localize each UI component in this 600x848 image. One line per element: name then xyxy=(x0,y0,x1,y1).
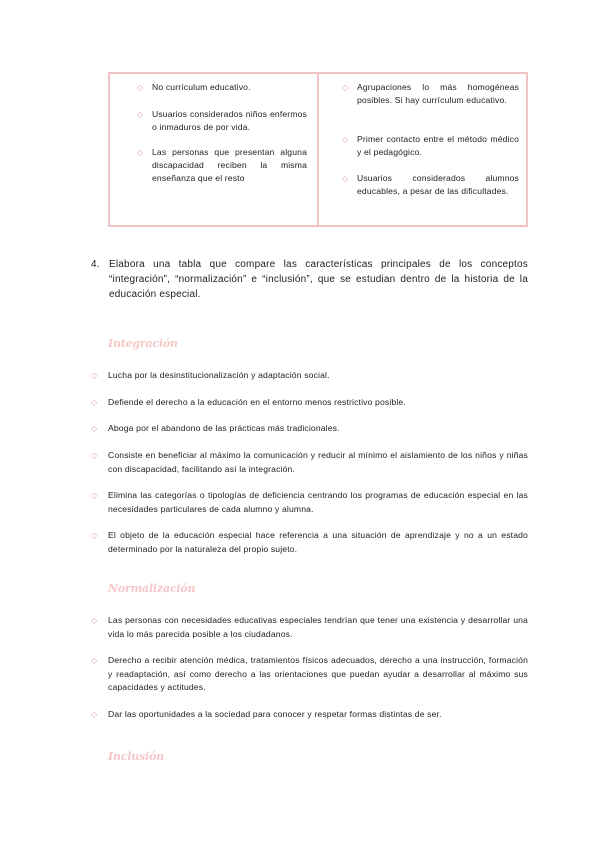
list-item xyxy=(342,172,519,198)
list-item xyxy=(91,396,528,410)
diamond-bullet-icon: ◇ xyxy=(91,531,98,540)
diamond-bullet-icon: ◇ xyxy=(91,424,98,433)
list-item xyxy=(91,529,528,556)
list-item xyxy=(91,369,528,383)
diamond-bullet-icon: ◇ xyxy=(342,83,349,92)
list-item xyxy=(91,708,528,722)
list-item xyxy=(91,489,528,516)
list-item xyxy=(91,654,528,695)
diamond-bullet-icon: ◇ xyxy=(91,616,98,625)
diamond-bullet-icon: ◇ xyxy=(91,710,98,719)
section-title-normalizacion: Normalización xyxy=(108,582,196,595)
diamond-bullet-icon: ◇ xyxy=(91,491,98,500)
list-item xyxy=(137,108,307,134)
table-left-column xyxy=(110,74,319,225)
diamond-bullet-icon: ◇ xyxy=(91,656,98,665)
section-title-integracion: Integración xyxy=(108,337,178,350)
list-item xyxy=(342,133,519,159)
list-item xyxy=(91,614,528,641)
list-item-text: Las personas que presentan alguna discapacidad reciben la misma enseñanza que el resto xyxy=(152,147,307,183)
list-item-text: Lucha por la desinstitucionalización y adaptación social. xyxy=(108,370,330,380)
diamond-bullet-icon: ◇ xyxy=(91,398,98,407)
section-title-inclusion: Inclusión xyxy=(108,750,164,763)
list-item-text: Consiste en beneficiar al máximo la comunicación y reducir al mínimo el aislamiento de los niños y niñas con discapacidad, facilitando así la integración. xyxy=(108,450,528,474)
list-item xyxy=(137,146,307,185)
list-item-text: Elimina las categorías o tipologías de deficiencia centrando los programas de educación especial en las necesidades particulares de cada alumno y alumna. xyxy=(108,490,528,514)
list-item-text: Usuarios considerados alumnos educables, a pesar de las dificultades. xyxy=(357,173,519,196)
list-item-text: Defiende el derecho a la educación en el entorno menos restrictivo posible. xyxy=(108,397,406,407)
list-item-text: Aboga por el abandono de las prácticas más tradicionales. xyxy=(108,423,340,433)
table-right-column xyxy=(319,74,526,225)
list-item xyxy=(91,449,528,476)
question-number: 4. xyxy=(91,259,100,270)
diamond-bullet-icon: ◇ xyxy=(137,110,144,119)
diamond-bullet-icon: ◇ xyxy=(137,83,144,92)
list-item-text: El objeto de la educación especial hace referencia a una situación de aprendizaje y no a un estado determinado por la naturaleza del propio sujeto. xyxy=(108,530,528,554)
list-item xyxy=(342,81,519,107)
diamond-bullet-icon: ◇ xyxy=(342,174,349,183)
list-item-text: Agrupaciones lo más homogéneas posibles. Si hay currículum educativo. xyxy=(357,82,519,105)
list-item-text: Derecho a recibir atención médica, tratamientos físicos adecuados, derecho a una instrucción, formación y readaptación, así como derecho a las orientaciones que puedan ayudar a desarrollar al máximo sus capacidades y actitudes. xyxy=(108,655,528,692)
list-item-text: Usuarios considerados niños enfermos o inmaduros de por vida. xyxy=(152,109,307,132)
diamond-bullet-icon: ◇ xyxy=(342,135,349,144)
list-item-text: Dar las oportunidades a la sociedad para conocer y respetar formas distintas de ser. xyxy=(108,709,442,719)
comparison-table xyxy=(108,72,528,227)
list-item xyxy=(91,422,528,436)
list-item-text: Primer contacto entre el método médico y el pedagógico. xyxy=(357,134,519,157)
list-item-text: No currículum educativo. xyxy=(152,82,251,92)
diamond-bullet-icon: ◇ xyxy=(137,148,144,157)
list-item-text: Las personas con necesidades educativas especiales tendrían que tener una existencia y desarrollar una vida lo más parecida posible a los ciudadanos. xyxy=(108,615,528,639)
diamond-bullet-icon: ◇ xyxy=(91,451,98,460)
list-item xyxy=(137,81,307,94)
diamond-bullet-icon: ◇ xyxy=(91,371,98,380)
question-text: Elabora una tabla que compare las características principales de los conceptos “integración”, “normalización” e “inclusión”, que se estudian dentro de la historia de la educación especial. xyxy=(109,259,528,300)
